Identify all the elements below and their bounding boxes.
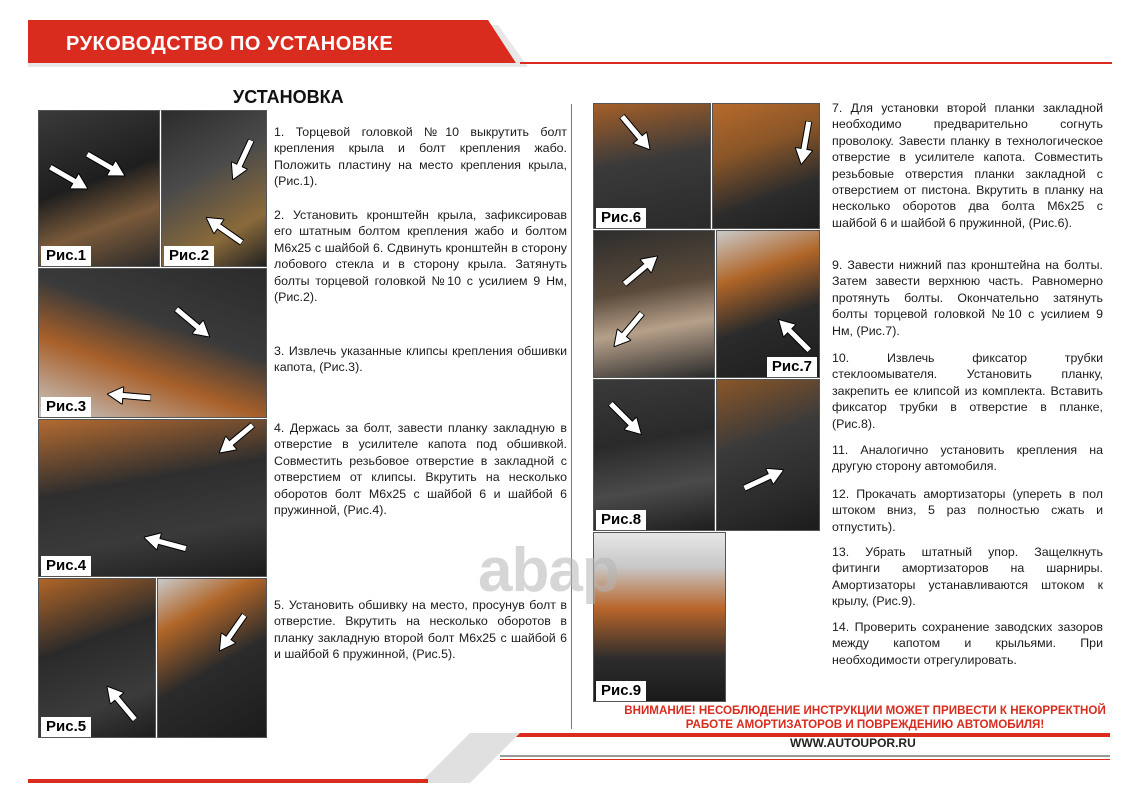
figure-label: Рис.4: [41, 556, 91, 576]
arrow-icon: [45, 159, 92, 197]
step-13-text: 13. Убрать штатный упор. Защелкнуть фитинги амортизаторов на шарниры. Амортизаторы устанавливаются штоком к крылу, (Рис.9).: [832, 545, 1103, 609]
arrow-icon: [792, 120, 817, 166]
figure-label: Рис.6: [596, 208, 646, 228]
arrow-icon: [740, 462, 787, 497]
figure-label: Рис.1: [41, 246, 91, 266]
photo-fig7-a: [593, 230, 715, 378]
photo-fig4: [38, 419, 267, 577]
figure-label: Рис.9: [596, 681, 646, 701]
arrow-icon: [225, 136, 260, 183]
arrow-icon: [615, 110, 657, 155]
photo-fig8-a: [593, 379, 715, 531]
arrow-icon: [618, 249, 663, 291]
header-rule: [520, 62, 1112, 64]
figure-label: Рис.3: [41, 397, 91, 417]
footer-decoration: [0, 725, 1132, 800]
watermark-logo: abap: [478, 536, 619, 605]
arrow-icon: [604, 397, 648, 441]
footer-url: WWW.AUTOUPOR.RU: [790, 736, 916, 750]
warning-text: [605, 704, 1125, 732]
arrow-icon: [82, 146, 129, 184]
arrow-icon: [106, 385, 151, 407]
photo-fig3: [38, 268, 267, 418]
photo-fig5-a: [38, 578, 156, 738]
figure-label: Рис.8: [596, 510, 646, 530]
figure-label: Рис.5: [41, 717, 91, 737]
step-3-text: 3. Извлечь указанные клипсы крепления обшивки капота, (Рис.3).: [274, 344, 567, 375]
arrow-icon: [201, 210, 247, 250]
photo-fig1: [38, 110, 160, 267]
arrow-icon: [100, 680, 142, 725]
step-11-text: 11. Аналогично установить крепления на другую сторону автомобиля.: [832, 443, 1103, 474]
figure-label: Рис.2: [164, 246, 214, 266]
warning-line-2: РАБОТЕ АМОРТИЗАТОРОВ И ПОВРЕЖДЕНИЮ АВТОМОБИЛЯ!: [685, 718, 1045, 731]
warning-line-1: ВНИМАНИЕ! НЕСОБЛЮДЕНИЕ ИНСТРУКЦИИ МОЖЕТ ПРИВЕСТИ К НЕКОРРЕКТНОЙ: [624, 704, 1106, 717]
step-9-text: 9. Завести нижний паз кронштейна на болты. Затем завести верхнюю часть. Равномерно протянуть болты. Окончательно затянуть болты торцевой головкой №10 с усилием 9 Нм, (Рис.7).: [832, 258, 1103, 338]
photo-fig6-b: [712, 103, 820, 229]
step-5-text: 5. Установить обшивку на место, просунув болт в отверстие. Вкрутить на несколько оборотов в планку закладную второй болт М6х25 с шайбой 6 и шайбой 6 пружинной, (Рис.5).: [274, 598, 567, 662]
photo-fig2: [161, 110, 267, 267]
step-4-text: 4. Держась за болт, завести планку закладную в отверстие в усилителе капота под обшивкой. Совместить резьбовое отверстие в закладной с отверстием от клипсы. Вкрутить на несколько оборотов болт М6х25 с шайбой 6 и шайбой 6 пружинной, (Рис.4).: [274, 421, 567, 518]
step-10-text: 10. Извлечь фиксатор трубки стеклоомывателя. Установить планку, закрепить ее клипсой из комплекта. Вставить фиксатор трубки в отверстие в планке, (Рис.8).: [832, 351, 1103, 431]
arrow-icon: [212, 610, 252, 656]
section-title: УСТАНОВКА: [233, 87, 344, 107]
column-divider: [571, 104, 572, 729]
photo-fig6-a: [593, 103, 711, 229]
photo-fig5-b: [157, 578, 267, 738]
arrow-icon: [141, 529, 188, 558]
arrow-icon: [772, 313, 816, 357]
header-title: РУКОВОДСТВО ПО УСТАНОВКЕ: [66, 33, 394, 55]
arrow-icon: [607, 307, 649, 352]
step-14-text: 14. Проверить сохранение заводских зазоров между капотом и крыльями. При необходимости отрегулировать.: [832, 620, 1103, 667]
step-12-text: 12. Прокачать амортизаторы (упереть в пол штоком вниз, 5 раз полностью сжать и отпустить).: [832, 487, 1103, 534]
step-1-text: 1. Торцевой головкой №10 выкрутить болт крепления крыла и болт крепления жабо. Положить пластину на место крепления крыла, (Рис.1).: [274, 125, 567, 189]
figure-label: Рис.7: [767, 357, 817, 377]
step-7-text: 7. Для установки второй планки закладной необходимо предварительно согнуть проволоку. Завести планку в технологическое отверстие в усилителе капота. Совместить резьбовые отверстия планки закладной с отверстием от пистона. Вкрутить в планку на несколько оборотов два болта М6х25 с шайбой 6 и шайбой 6 пружинной, (Рис.6).: [832, 101, 1103, 230]
step-2-text: 2. Установить кронштейн крыла, зафиксировав его штатным болтом крепления жабо и болтом М6х25 с шайбой 6. Сдвинуть кронштейн в сторону лобового стекла и в сторону крыла. Затянуть болты торцевой головкой №10 с усилием 9 Нм, (Рис.2).: [274, 208, 567, 305]
photo-fig7-b: [716, 230, 820, 378]
arrow-icon: [213, 419, 258, 460]
arrow-icon: [170, 302, 215, 344]
photo-fig8-b: [716, 379, 820, 531]
